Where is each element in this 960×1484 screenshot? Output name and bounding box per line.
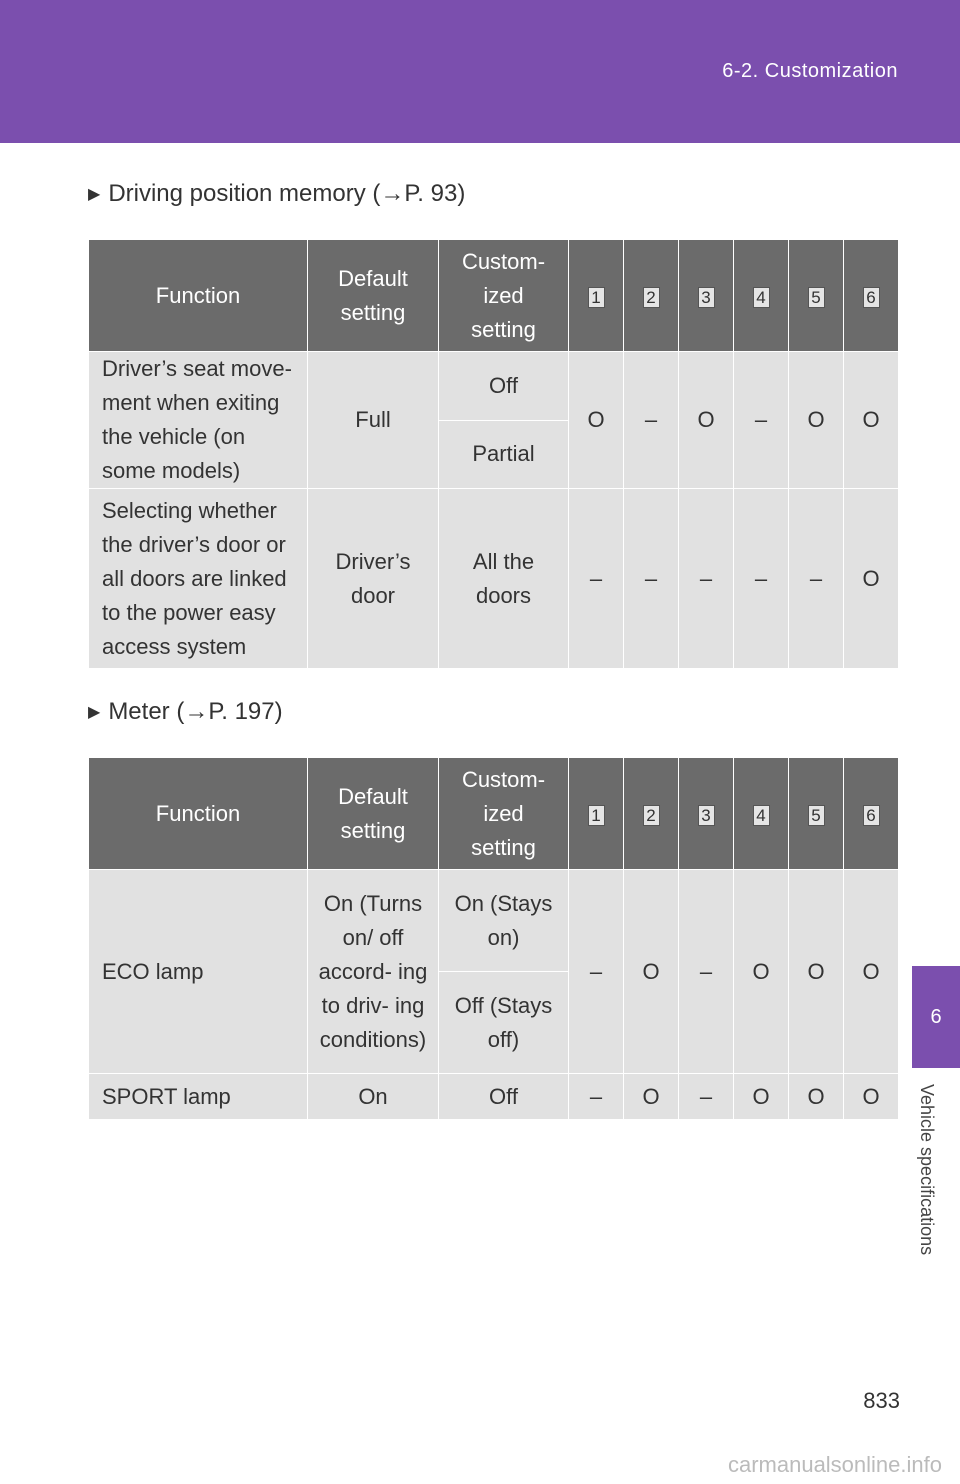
model-mark-cell: – (679, 870, 734, 1074)
watermark-link[interactable]: carmanualsonline.info (727, 1452, 942, 1477)
table-header-row (89, 758, 899, 870)
model-mark-cell: O (844, 870, 899, 1074)
meter-table (88, 757, 899, 1120)
custom-setting-cell: Off (439, 352, 569, 421)
col-header-default: Default setting (308, 240, 439, 352)
model-mark-cell: – (734, 352, 789, 489)
default-setting-cell: Driver’s door (308, 489, 439, 669)
col-header-6 (844, 758, 899, 870)
col-header-3 (679, 758, 734, 870)
model-mark-cell: O (844, 1074, 899, 1120)
table-row (89, 489, 899, 669)
page-number: 833 (863, 1388, 900, 1413)
model-3-icon: 3 (698, 805, 715, 826)
col-header-3 (679, 240, 734, 352)
model-mark-cell: O (734, 1074, 789, 1120)
driving-position-memory-heading (88, 180, 465, 208)
model-3-icon: 3 (698, 287, 715, 308)
meter-heading (88, 698, 283, 726)
section-header-title: 6-2. Customization (722, 60, 898, 82)
default-setting-cell: On (308, 1074, 439, 1120)
table-row (89, 1074, 899, 1120)
table-header-row (89, 240, 899, 352)
model-mark-cell: O (789, 1074, 844, 1120)
model-5-icon: 5 (808, 805, 825, 826)
meter-title: Meter (→P. 197) (108, 698, 283, 725)
model-mark-cell: – (789, 489, 844, 669)
default-setting-cell: Full (308, 352, 439, 489)
col-header-function: Function (89, 240, 308, 352)
model-4-icon: 4 (753, 287, 770, 308)
model-2-icon: 2 (643, 805, 660, 826)
function-cell: Driver’s seat move- ment when exiting the vehicle (on some models) (89, 352, 308, 489)
bullet-arrow-icon: ▶ (88, 704, 101, 721)
custom-setting-cell: Off (Stays off) (439, 972, 569, 1074)
col-header-default: Default setting (308, 758, 439, 870)
model-mark-cell: – (569, 870, 624, 1074)
model-mark-cell: – (679, 489, 734, 669)
model-mark-cell: – (679, 1074, 734, 1120)
col-header-1 (569, 758, 624, 870)
model-mark-cell: – (624, 489, 679, 669)
col-header-5 (789, 758, 844, 870)
function-cell: ECO lamp (89, 870, 308, 1074)
model-mark-cell: O (569, 352, 624, 489)
model-mark-cell: O (624, 1074, 679, 1120)
col-header-2 (624, 240, 679, 352)
model-1-icon: 1 (588, 805, 605, 826)
table-row (89, 870, 899, 972)
col-header-custom: Custom- ized setting (439, 240, 569, 352)
model-mark-cell: O (844, 489, 899, 669)
chapter-tab-label: Vehicle specifications (917, 1084, 937, 1256)
model-6-icon: 6 (863, 287, 880, 308)
col-header-5 (789, 240, 844, 352)
bullet-arrow-icon: ▶ (88, 186, 101, 203)
model-mark-cell: – (569, 489, 624, 669)
table-row (89, 352, 899, 421)
page-header (0, 0, 960, 143)
col-header-function: Function (89, 758, 308, 870)
custom-setting-cell: All the doors (439, 489, 569, 669)
function-cell: Selecting whether the driver’s door or all doors are linked to the power easy access system (89, 489, 308, 669)
model-2-icon: 2 (643, 287, 660, 308)
model-mark-cell: O (789, 870, 844, 1074)
model-1-icon: 1 (588, 287, 605, 308)
model-mark-cell: O (844, 352, 899, 489)
model-5-icon: 5 (808, 287, 825, 308)
custom-setting-cell: Partial (439, 420, 569, 489)
model-mark-cell: O (734, 870, 789, 1074)
model-mark-cell: O (789, 352, 844, 489)
custom-setting-cell: On (Stays on) (439, 870, 569, 972)
model-6-icon: 6 (863, 805, 880, 826)
model-mark-cell: – (569, 1074, 624, 1120)
driving-position-memory-table (88, 239, 899, 669)
col-header-custom: Custom- ized setting (439, 758, 569, 870)
col-header-4 (734, 758, 789, 870)
model-mark-cell: – (624, 352, 679, 489)
function-cell: SPORT lamp (89, 1074, 308, 1120)
col-header-2 (624, 758, 679, 870)
driving-position-memory-title: Driving position memory (→P. 93) (108, 180, 466, 207)
model-mark-cell: O (624, 870, 679, 1074)
default-setting-cell: On (Turns on/ off accord- ing to driv- ing conditions) (308, 870, 439, 1074)
model-mark-cell: – (734, 489, 789, 669)
chapter-tab[interactable] (912, 966, 960, 1068)
custom-setting-cell: Off (439, 1074, 569, 1120)
model-4-icon: 4 (753, 805, 770, 826)
col-header-4 (734, 240, 789, 352)
model-mark-cell: O (679, 352, 734, 489)
col-header-6 (844, 240, 899, 352)
chapter-tab-number: 6 (930, 1006, 942, 1028)
col-header-1 (569, 240, 624, 352)
